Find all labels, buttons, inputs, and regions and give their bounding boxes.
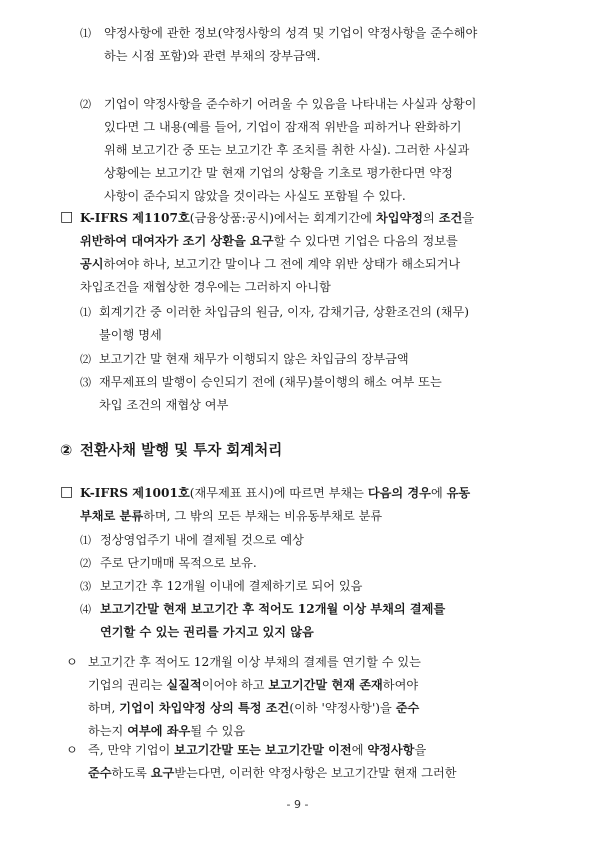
list-marker: ⑶ [80, 376, 91, 389]
list-marker: ⑷ [80, 603, 91, 616]
list-marker: ⑵ [80, 98, 91, 111]
paragraph-line: 공시하여야 하나, 보고기간 말이나 그 전에 계약 위반 상태가 해소되거나 [80, 257, 461, 271]
list-marker: ⑴ [80, 27, 91, 40]
list-item-text: 재무제표의 발행이 승인되기 전에 (채무)불이행의 해소 여부 또는 [99, 375, 442, 389]
list-item-text: 하는 시점 포함)와 관련 부채의 장부금액. [104, 49, 321, 63]
list-marker: ⑵ [80, 557, 91, 570]
paragraph-line: 위반하여 대여자가 조기 상환을 요구할 수 있다면 기업은 다음의 정보를 [80, 234, 458, 248]
list-marker: ⑴ [80, 534, 91, 547]
list-item-text: 약정사항에 관한 정보(약정사항의 성격 및 기업이 약정사항을 준수해야 [104, 26, 478, 40]
list-item-text: 연기할 수 있는 권리를 가지고 있지 않음 [100, 625, 314, 639]
list-item-text: 주로 단기매매 목적으로 보유. [100, 556, 257, 570]
paragraph-line: 보고기간 후 적어도 12개월 이상 부채의 결제를 연기할 수 있는 [88, 655, 421, 669]
list-item-text: 보고기간 후 12개월 이내에 결제하기로 되어 있음 [100, 579, 363, 593]
circle-bullet: ㅇ [66, 655, 78, 669]
list-marker: ⑴ [80, 306, 91, 319]
list-item-text: 위해 보고기간 중 또는 보고기간 후 조치를 취한 사실). 그러한 사실과 [104, 143, 470, 157]
paragraph-line: 즉, 만약 기업이 보고기간말 또는 보고기간말 이전에 약정사항을 [88, 743, 427, 757]
paragraph-line: 하는지 여부에 좌우될 수 있음 [88, 724, 246, 738]
list-item-text: 상황에는 보고기간 말 현재 기업의 상황을 기초로 평가한다면 약정 [104, 166, 453, 180]
paragraph-line: 기업의 권리는 실질적이어야 하고 보고기간말 현재 존재하여야 [88, 678, 419, 692]
checkbox-bullet: □ [60, 484, 74, 500]
section-marker: ② [60, 443, 73, 459]
section-heading: 전환사채 발행 및 투자 회계처리 [80, 443, 283, 459]
paragraph-line: 부채로 분류하며, 그 밖의 모든 부채는 비유동부채로 분류 [80, 509, 383, 523]
list-item-text: 회계기간 중 이러한 차입금의 원금, 이자, 감채기금, 상환조건의 (채무) [99, 305, 469, 319]
paragraph-line: 준수하도록 요구받는다면, 이러한 약정사항은 보고기간말 현재 그러한 [88, 766, 457, 780]
list-item-text: 있다면 그 내용(예를 들어, 기업이 잠재적 위반을 피하거나 완화하기 [104, 120, 462, 134]
list-item-text: 불이행 명세 [99, 328, 162, 342]
paragraph-line: 하며, 기업이 차입약정 상의 특정 조건(이하 '약정사항')을 준수 [88, 701, 420, 715]
list-item-text: 보고기간 말 현재 채무가 이행되지 않은 차입금의 장부금액 [99, 352, 409, 366]
page-number: - 9 - [286, 798, 309, 811]
checkbox-bullet: □ [60, 209, 74, 225]
list-item-text: 보고기간말 현재 보고기간 후 적어도 12개월 이상 부채의 결제를 [100, 602, 446, 616]
paragraph-line: K-IFRS 제1001호(재무제표 표시)에 따르면 부채는 다음의 경우에 유동 [80, 486, 471, 500]
list-item-text: 차입 조건의 재협상 여부 [99, 398, 229, 412]
list-marker: ⑶ [80, 580, 91, 593]
paragraph-line: 차입조건을 재협상한 경우에는 그러하지 아니함 [80, 280, 331, 294]
paragraph-line: K-IFRS 제1107호(금융상품:공시)에서는 회계기간에 차입약정의 조건을 [80, 211, 475, 225]
list-marker: ⑵ [80, 353, 91, 366]
list-item-text: 정상영업주기 내에 결제될 것으로 예상 [100, 533, 304, 547]
circle-bullet: ㅇ [66, 743, 78, 757]
list-item-text: 기업이 약정사항을 준수하기 어려울 수 있음을 나타내는 사실과 상황이 [104, 97, 477, 111]
list-item-text: 사항이 준수되지 않았을 것이라는 사실도 포함될 수 있다. [104, 189, 406, 203]
